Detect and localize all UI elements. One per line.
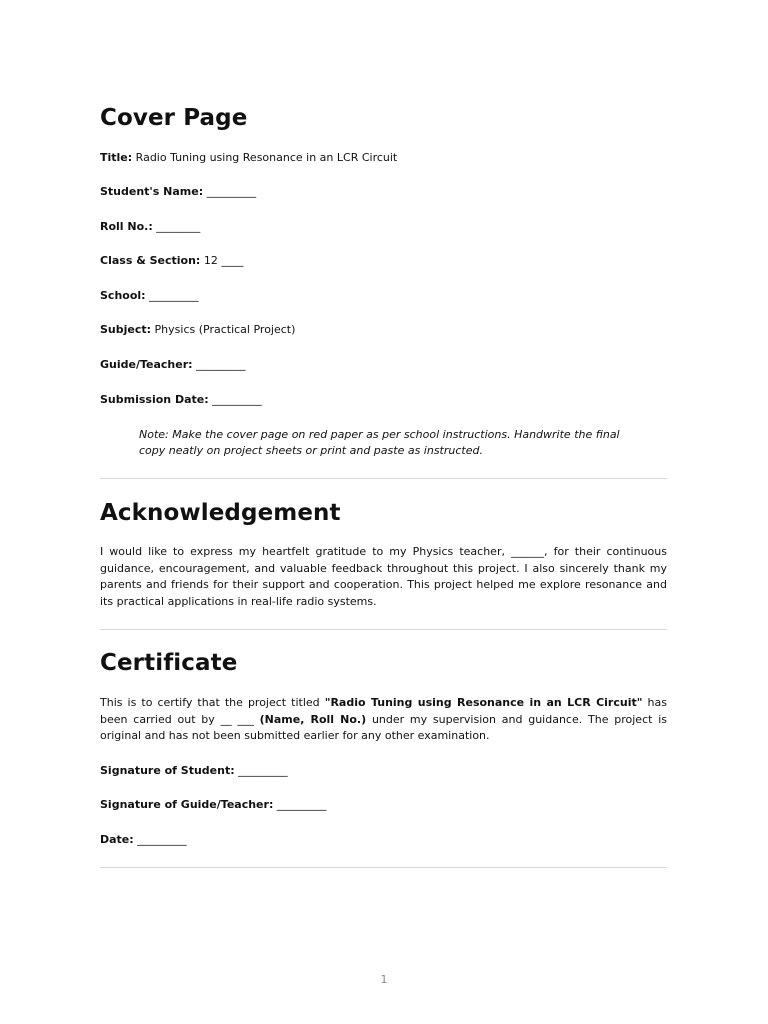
section-divider — [100, 478, 667, 479]
certificate-text-middle: has been carried out by — [100, 696, 667, 726]
teacher-name-blank: ______ — [511, 545, 545, 558]
certificate-date-label: Date: — [100, 833, 134, 846]
section-divider — [100, 629, 667, 630]
class-section-field — [100, 253, 243, 269]
subject-label: Subject: — [100, 323, 152, 336]
acknowledgement-text-start: I would like to express my heartfelt gratitude to my Physics teacher, — [100, 545, 505, 558]
acknowledgement-heading: Acknowledgement — [100, 500, 341, 526]
student-signature-blank: _________ — [238, 764, 288, 777]
submission-date-label: Submission Date: — [100, 393, 209, 406]
class-section-label: Class & Section: — [100, 254, 201, 267]
subject-field — [100, 322, 295, 338]
roll-no-label: Roll No.: — [100, 220, 153, 233]
cover-page-heading: Cover Page — [100, 105, 248, 131]
project-title: "Radio Tuning using Resonance in an LCR Circuit" — [324, 696, 643, 709]
certificate-date-field — [100, 832, 187, 848]
student-signature-label: Signature of Student: — [100, 764, 235, 777]
guide-signature-label: Signature of Guide/Teacher: — [100, 798, 274, 811]
title-field — [100, 150, 397, 166]
title-value: Radio Tuning using Resonance in an LCR Circuit — [135, 151, 398, 164]
student-name-label: Student's Name: — [100, 185, 204, 198]
class-section-value: 12 ____ — [203, 254, 244, 267]
acknowledgement-text-end: , for their continuous guidance, encouragement, and valuable feedback throughout this project. I also sincerely thank my parents and friends for their support and cooperation. This project helped me explore resonance and its practical applications in real-life radio systems. — [100, 545, 667, 608]
certificate-date-blank: _________ — [137, 833, 187, 846]
acknowledgement-paragraph — [100, 544, 667, 610]
school-blank: _________ — [149, 289, 199, 302]
certificate-heading: Certificate — [100, 650, 238, 676]
submission-date-blank: _________ — [212, 393, 262, 406]
name-roll-blank: __ ___ — [220, 712, 254, 726]
school-field — [100, 288, 199, 304]
submission-date-field — [100, 392, 262, 408]
guide-teacher-field — [100, 357, 246, 373]
page-number: 1 — [380, 973, 388, 986]
guide-teacher-blank: _________ — [196, 358, 246, 371]
student-name-blank: _________ — [206, 185, 257, 198]
student-signature-field — [100, 763, 288, 779]
certificate-text-end: under my supervision and guidance. The project is original and has not been submitted earlier for any other examination. — [100, 712, 667, 742]
guide-signature-blank: _________ — [276, 798, 327, 811]
cover-note: Note: Make the cover page on red paper as per school instructions. Handwrite the final copy neatly on project sheets or print and paste as instructed. — [139, 428, 620, 457]
subject-value: Physics (Practical Project) — [154, 323, 296, 336]
certificate-text-start: This is to certify that the project titled — [100, 696, 320, 709]
name-roll-label: (Name, Roll No.) — [259, 712, 367, 726]
roll-no-field — [100, 219, 200, 235]
guide-signature-field — [100, 797, 326, 813]
school-label: School: — [100, 289, 146, 302]
roll-no-blank: ________ — [156, 220, 201, 233]
section-divider — [100, 867, 667, 868]
student-name-field — [100, 184, 256, 200]
certificate-paragraph — [100, 695, 667, 745]
guide-teacher-label: Guide/Teacher: — [100, 358, 193, 371]
title-label: Title: — [100, 151, 133, 164]
